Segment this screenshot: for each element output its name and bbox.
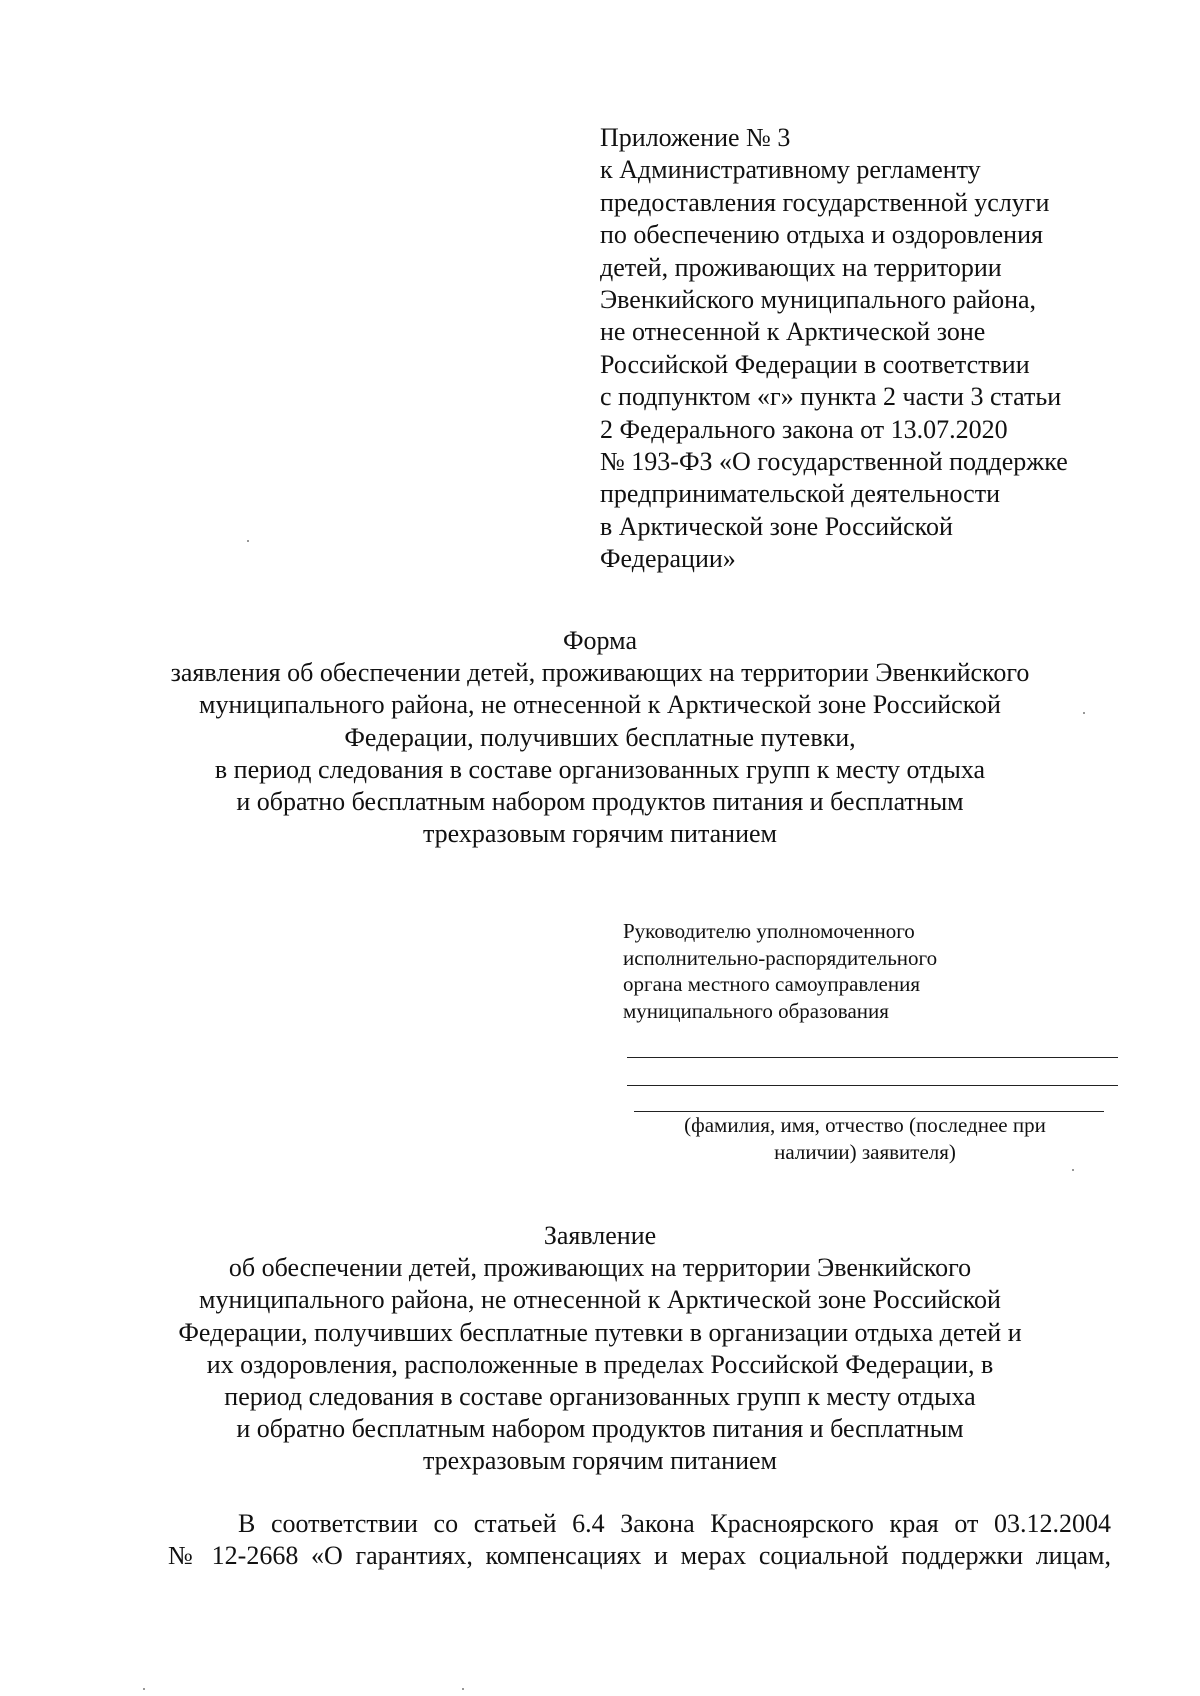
scan-speck — [462, 1688, 464, 1690]
form-heading: Форма — [563, 626, 637, 655]
body-paragraph — [168, 1508, 1111, 1572]
appendix-line: детей, проживающих на территории — [600, 252, 1002, 282]
statement-title-line: об обеспечении детей, проживающих на территории Эвенкийского — [228, 1253, 972, 1283]
addressee-line: муниципального образования — [623, 998, 889, 1023]
addressee-line: исполнительно-распорядительного — [623, 945, 938, 970]
form-title-line: Федерации, получивших бесплатные путевки, — [344, 722, 856, 752]
scan-speck — [1072, 1169, 1074, 1171]
appendix-line: Российской Федерации в соответствии — [600, 349, 1030, 379]
scan-speck — [143, 1688, 145, 1690]
blank-line-1 — [627, 1057, 1118, 1058]
form-title-line: муниципального района, не отнесенной к Арктической зоне Российской — [199, 690, 1001, 720]
appendix-line: в Арктической зоне Российской — [600, 511, 953, 541]
blank-line-2 — [627, 1085, 1118, 1086]
addressee-line: Руководителю уполномоченного — [623, 919, 915, 943]
body-line: В соответствии со статьей 6.4 Закона Красноярского края от 03.12.2004 — [238, 1509, 1111, 1538]
statement-title-line: и обратно бесплатным набором продуктов питания и бесплатным — [236, 1414, 964, 1444]
appendix-line: по обеспечению отдыха и оздоровления — [600, 220, 1043, 250]
appendix-line: предпринимательской деятельности — [600, 479, 1000, 509]
appendix-line: не отнесенной к Арктической зоне — [600, 317, 986, 347]
scan-speck — [247, 540, 249, 542]
appendix-line: Эвенкийского муниципального района, — [600, 285, 1037, 315]
form-title-block — [100, 625, 1100, 850]
appendix-line: 2 Федерального закона от 13.07.2020 — [600, 414, 1008, 444]
addressee-line: органа местного самоуправления — [623, 972, 920, 996]
form-title-line: в период следования в составе организованных групп к месту отдыха — [214, 754, 986, 784]
appendix-line: Приложение № 3 — [600, 123, 791, 152]
statement-title-line: муниципального района, не отнесенной к Арктической зоне Российской — [199, 1285, 1001, 1315]
caption-line: (фамилия, имя, отчество (последнее при — [684, 1113, 1046, 1137]
statement-title-block — [100, 1220, 1100, 1478]
statement-title-line: их оздоровления, расположенные в пределах Российской Федерации, в — [206, 1349, 994, 1379]
form-title-line: трехразовым горячим питанием — [422, 819, 778, 849]
body-line: № 12-2668 «О гарантиях, компенсациях и мерах социальной поддержки лицам, — [168, 1541, 1111, 1570]
appendix-line: Федерации» — [600, 544, 736, 574]
appendix-line: № 193-ФЗ «О государственной поддержке — [600, 447, 1068, 477]
statement-title-line: период следования в составе организованных групп к месту отдыха — [224, 1382, 976, 1412]
statement-heading: Заявление — [543, 1221, 657, 1250]
statement-title-line: Федерации, получивших бесплатные путевки в организации отдыха детей и — [178, 1317, 1022, 1347]
appendix-line: с подпунктом «г» пункта 2 части 3 статьи — [600, 382, 1062, 412]
appendix-header — [600, 122, 1120, 576]
caption-line: наличии) заявителя) — [774, 1140, 956, 1164]
form-title-line: заявления об обеспечении детей, проживающих на территории Эвенкийского — [170, 658, 1030, 688]
scan-speck — [1083, 712, 1085, 714]
applicant-name-caption — [630, 1112, 1100, 1166]
addressee-block — [623, 918, 1123, 1024]
appendix-line: к Административному регламенту — [600, 155, 981, 185]
form-title-line: и обратно бесплатным набором продуктов питания и бесплатным — [236, 787, 964, 817]
statement-title-line: трехразовым горячим питанием — [422, 1446, 778, 1476]
appendix-line: предоставления государственной услуги — [600, 187, 1050, 217]
